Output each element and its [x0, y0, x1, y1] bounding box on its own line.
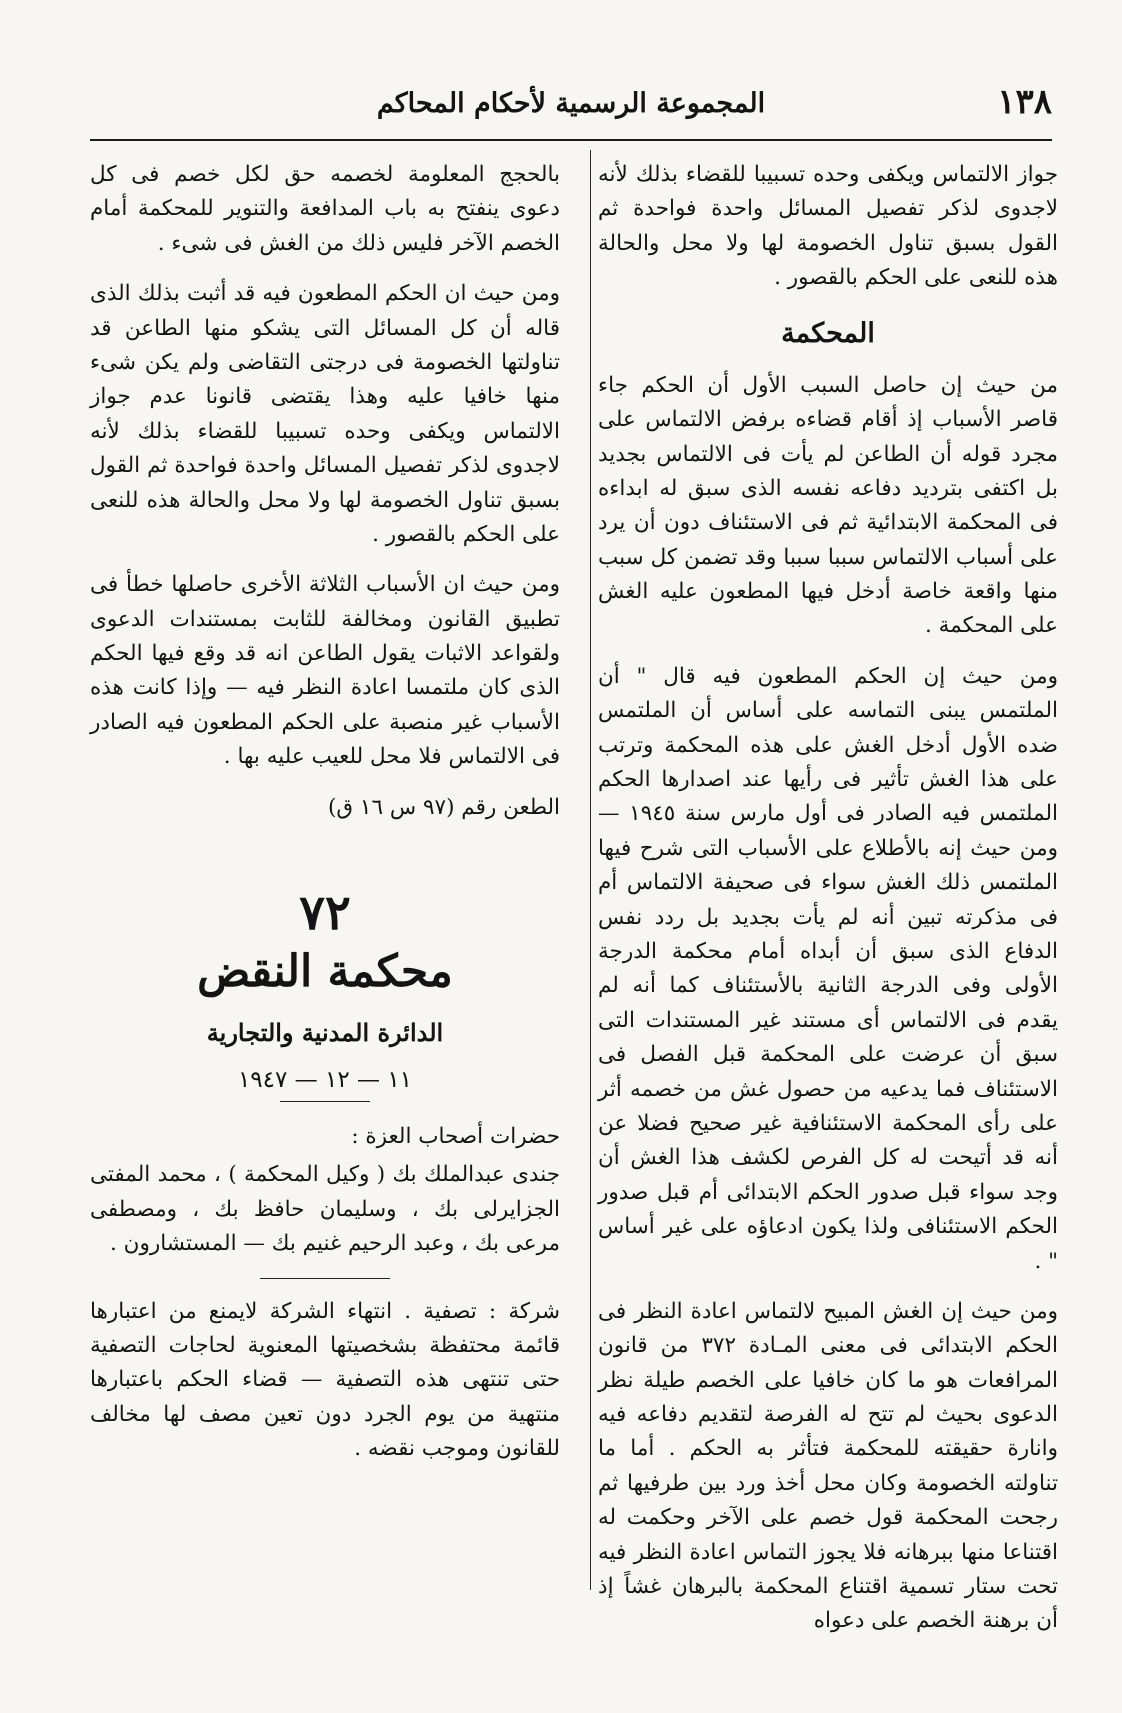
column-divider [590, 150, 591, 1590]
paragraph: ومن حيث ان الحكم المطعون فيه قد أثبت بذلك الذى قاله أن كل المسائل التى يشكو منها الطاعن قد تناولتها الخصومة فى درجتى التقاضى ولم يكن شىء منها خافيا عليه وهذا يقتضى قانونا عدم جواز الالتماس ويكفى وحده تسبيبا للقضاء بذلك لأنه لاجدوى لذكر تفصيل المسائل واحدة فواحدة ثم القول بسبق تناول الخصومة لها ولا محل والحالة هذه للنعى على الحكم بالقصور . [90, 281, 560, 547]
separator-rule [260, 1278, 390, 1279]
page-header [90, 78, 1052, 138]
court-heading: المحكمة [781, 317, 875, 349]
paragraph: بالحجج المعلومة لخصمه حق لكل خصم فى كل دعوى ينفتح به باب المدافعة والتنوير للمحكمة أمام الخصم الآخر فليس ذلك من الغش فى شىء . [90, 162, 560, 256]
court-name: محكمة النقض [197, 945, 453, 997]
paragraph: من حيث إن حاصل السبب الأول أن الحكم جاء قاصر الأسباب إذ أقام قضاءه برفض الالتماس على مجرد قوله أن الطاعن لم يأت فى الالتماس بجديد بل اكتفى بترديد دفاعه نفسه الذى سبق له ابداءه فى المحكمة الابتدائية ثم فى الاستئناف دون أن يرد على أسباب الالتماس سببا سببا وقد تضمن كل سبب منها واقعة خاصة أدخل فيها المطعون عليه الغش على المحكمة . [598, 372, 1058, 639]
bench-title: حضرات أصحاب العزة : [351, 1124, 560, 1149]
right-column [598, 158, 1058, 1655]
case-number: ٧٢ [299, 885, 351, 942]
separator-rule [280, 1101, 370, 1102]
appeal-reference: الطعن رقم (٩٧ س ١٦ ق) [328, 794, 560, 820]
case-summary: شركة : تصفية . انتهاء الشركة لايمنع من اعتبارها قائمة محتفظة بشخصيتها المعنوية لحاجات التصفية حتى تنتهى هذه التصفية — قضاء الحكم باعتبارها منتهية من يوم الجرد دون تعين مصف لها مخالف للقانون وموجب نقضه . [90, 1298, 560, 1462]
circuit-name: الدائرة المدنية والتجارية [206, 1017, 444, 1047]
paragraph: ومن حيث ان الأسباب الثلاثة الأخرى حاصلها خطأ فى تطبيق القانون ومخالفة للثابت بمستندات الدعوى ولقواعد الاثبات يقول الطاعن انه قد وقع فيها الحكم الذى كان ملتمسا اعادة النظر فيه — وإذا كانت هذه الأسباب غير منصبة على الحكم المطعون فيه الصادر فى الالتماس فلا محل للعيب عليه بها . [90, 572, 560, 770]
header-rule [90, 139, 1052, 141]
paragraph: ومن حيث إن الحكم المطعون فيه قال " أن الملتمس يبنى التماسه على أساس أن الملتمس ضده الأول أدخل الغش على هذه المحكمة وترتب على هذا الغش تأثير فى رأيها عند اصدارها الحكم الملتمس فيه الصادر فى أول مارس سنة ١٩٤٥ — ومن حيث إنه بالأطلاع على الأسباب التى شرح فيها الملتمس ذلك الغش سواء فى صحيفة الالتماس أم فى مذكرته تبين أنه لم يأت بجديد بل ردد نفس الدفاع الذى سبق أن أبداه أمام محكمة الدرجة الأولى وفى الدرجة الثانية بالأستئناف كما أنه لم يقدم فى الالتماس أى مستند غير المستندات التى سبق أن عرضت على المحكمة قبل الفصل فى الاستئناف فما يدعيه من حصول غش من خصمه أثر على رأى المحكمة الاستئنافية غير صحيح فضلا عن أنه قد أتيحت له كل الفرص لكشف هذا الغش أن وجد سواء قبل صدور الحكم الابتدائى أم قبل صدور الحكم الاستئنافى ولذا يكون ادعاؤه على غير أساس " . [598, 663, 1059, 1274]
bench-members: جندى عبدالملك بك ( وكيل المحكمة ) ، محمد المفتى الجزايرلى بك ، وسليمان حافظ بك ، ومصطفى مرعى بك ، وعبد الرحيم غنيم بك — المستشارون . [90, 1162, 560, 1257]
paragraph: ومن حيث إن الغش المبيح لالتماس اعادة النظر فى الحكم الابتدائى فى معنى المـادة ٣٧٢ من قانون المرافعات هو ما كان خافيا على الخصم طيلة نظر الدعوى بحيث لم تتح له الفرصة لتقديم دفاعه فيه وانارة حقيقته للمحكمة فتأثر به الحكم . أما ما تناولته الخصومة وكان محل أخذ ورد بين طرفيها ثم رجحت المحكمة قول خصم على الآخر وحكمت له اقتناعا منها ببرهانه فلا يجوز التماس اعادة النظر فيه تحت ستار تسمية اقتناع المحكمة بالبرهان غشاً إذ أن برهنة الخصم على دعواه [598, 1298, 1059, 1634]
intro-paragraph: جواز الالتماس ويكفى وحده تسبيبا للقضاء بذلك لأنه لاجدوى لذكر تفصيل المسائل واحدة فواحدة ثم القول بسبق تناول الخصومة لها ولا محل والحالة هذه للنعى على الحكم بالقصور . [598, 162, 1058, 291]
page-number: ١٣٨ [997, 82, 1052, 122]
running-title: المجموعة الرسمية لأحكام المحاكم [376, 88, 766, 119]
case-date: ١١ — ١٢ — ١٩٤٧ [237, 1067, 413, 1094]
left-column [90, 158, 560, 1483]
